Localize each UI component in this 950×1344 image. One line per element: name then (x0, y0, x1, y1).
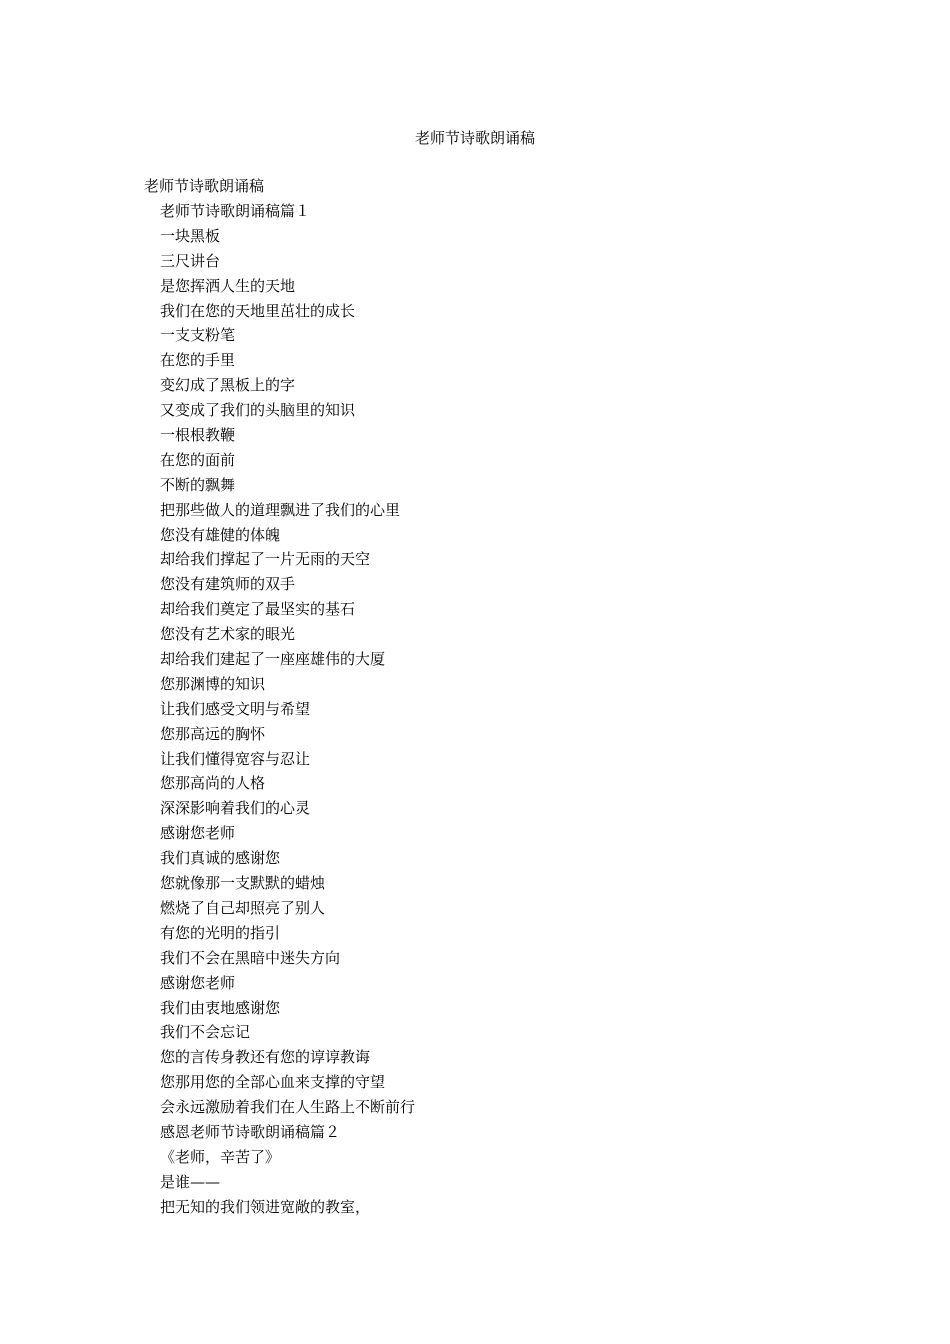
poem-line: 是您挥洒人生的天地 (160, 276, 296, 295)
poem-line: 您没有建筑师的双手 (160, 575, 296, 594)
document-title: 老师节诗歌朗诵稿 (414, 129, 535, 147)
poem-line: 深深影响着我们的心灵 (160, 799, 311, 818)
poem-line: 在您的手里 (160, 351, 236, 370)
poem-line: 让我们感受文明与希望 (160, 699, 311, 718)
poem-line: 我们不会在黑暗中迷失方向 (160, 948, 341, 967)
poem-line: 您没有雄健的体魄 (160, 525, 281, 544)
poem-line: 您那高尚的人格 (160, 774, 266, 793)
poem-line: 在您的面前 (160, 450, 236, 469)
poem-line: 三尺讲台 (160, 251, 221, 270)
poem-line: 有您的光明的指引 (160, 923, 281, 942)
poem-line: 您就像那一支默默的蜡烛 (160, 874, 326, 893)
poem-line: 《老师，辛苦了》 (160, 1147, 281, 1166)
section-heading: 老师节诗歌朗诵稿 (144, 177, 265, 195)
poem-line: 一块黑板 (160, 226, 221, 245)
poem-line: 又变成了我们的头脑里的知识 (160, 401, 356, 420)
poem-line: 让我们懂得宽容与忍让 (160, 749, 311, 768)
poem-line: 您那高远的胸怀 (160, 724, 266, 743)
poem-line: 会永远激励着我们在人生路上不断前行 (160, 1098, 416, 1117)
poem-line: 燃烧了自己却照亮了别人 (160, 898, 326, 917)
poem-line: 一根根教鞭 (160, 426, 236, 445)
poem-line: 您那渊博的知识 (160, 674, 266, 693)
poem-line: 把无知的我们领进宽敞的教室， (160, 1197, 371, 1216)
poem-line: 我们不会忘记 (160, 1023, 251, 1042)
poem-line: 把那些做人的道理飘进了我们的心里 (160, 500, 401, 519)
poem-line: 却给我们撑起了一片无雨的天空 (160, 550, 371, 569)
poem-line: 不断的飘舞 (160, 475, 236, 494)
poem-line: 却给我们奠定了最坚实的基石 (160, 600, 356, 619)
poem-line: 感谢您老师 (160, 973, 236, 992)
poem-line: 却给我们建起了一座座雄伟的大厦 (160, 650, 386, 669)
poem-line: 我们由衷地感谢您 (160, 998, 281, 1017)
poem-line: 您的言传身教还有您的谆谆教诲 (160, 1048, 371, 1067)
poem-line: 变幻成了黑板上的字 (160, 376, 296, 395)
poem-line: 您没有艺术家的眼光 (160, 625, 296, 644)
poem-line: 老师节诗歌朗诵稿篇１ (160, 202, 311, 220)
poem-line: 感谢您老师 (160, 824, 236, 843)
poem-line: 感恩老师节诗歌朗诵稿篇２ (160, 1122, 341, 1141)
poem-line: 是谁—— (160, 1172, 221, 1191)
poem-line: 一支支粉笔 (160, 326, 236, 345)
poem-line: 我们在您的天地里茁壮的成长 (160, 301, 356, 320)
poem-line: 您那用您的全部心血来支撑的守望 (160, 1073, 386, 1092)
poem-lines (160, 201, 415, 1222)
poem-line: 我们真诚的感谢您 (160, 849, 281, 868)
